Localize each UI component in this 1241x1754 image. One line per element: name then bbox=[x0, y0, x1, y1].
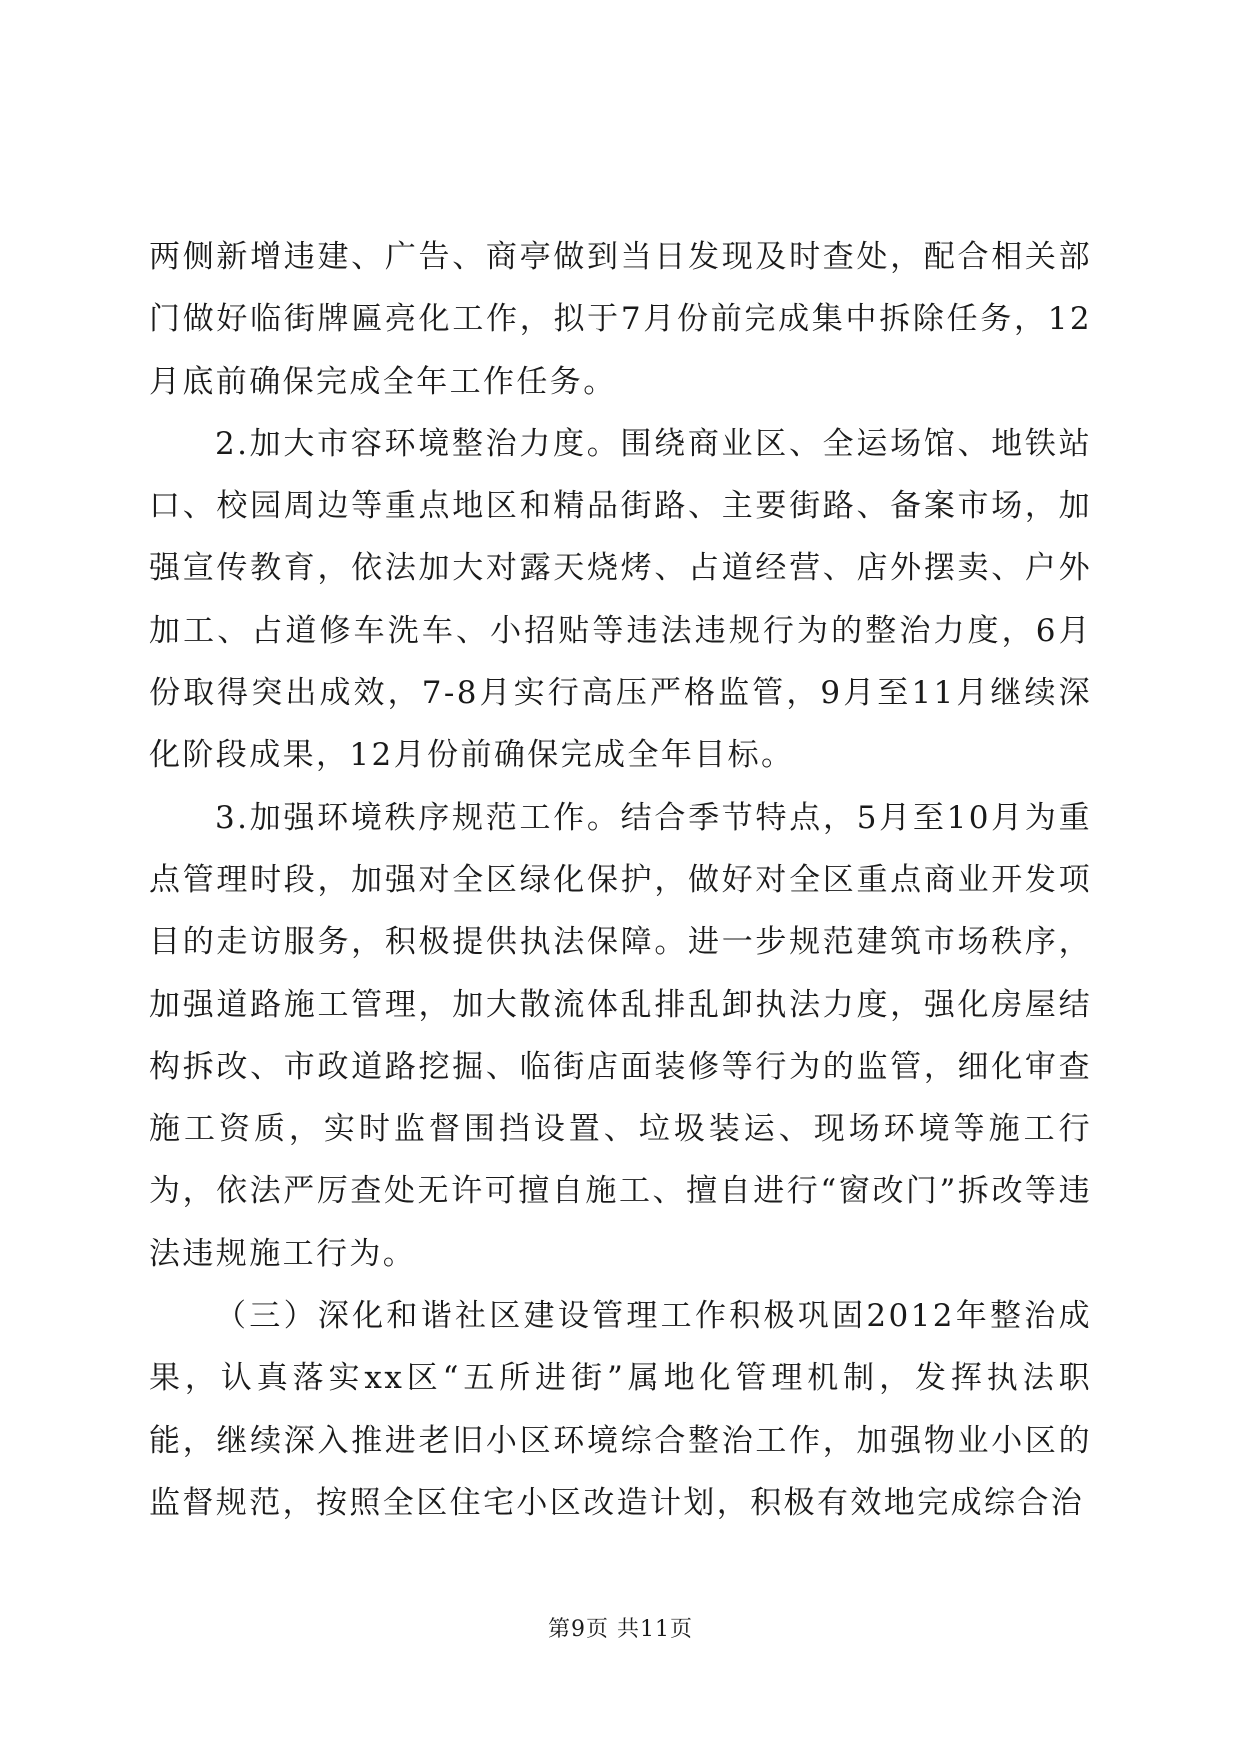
paragraph-continuation: 两侧新增违建、广告、商亭做到当日发现及时查处，配合相关部门做好临街牌匾亮化工作，拟于7月份前完成集中拆除任务，12月底前确保完成全年工作任务。 bbox=[149, 239, 1092, 400]
paragraph-item-3: 3.加强环境秩序规范工作。结合季节特点，5月至10月为重点管理时段，加强对全区绿化保护，做好对全区重点商业开发项目的走访服务，积极提供执法保障。进一步规范建筑市场秩序，加强道路施工管理，加大散流体乱排乱卸执法力度，强化房屋结构拆改、市政道路挖掘、临街店面装修等行为的监管，细化审查施工资质，实时监督围挡设置、垃圾装运、现场环境等施工行为，依法严厉查处无许可擅自施工、擅自进行“窗改门”拆改等违法违规施工行为。 bbox=[149, 799, 1092, 1272]
page-footer: 第9页 共11页 bbox=[548, 1617, 693, 1642]
paragraph-section-3: （三）深化和谐社区建设管理工作积极巩固2012年整治成果，认真落实xx区“五所进街”属地化管理机制，发挥执法职能，继续深入推进老旧小区环境综合整治工作，加强物业小区的监督规范，按照全区住宅小区改造计划，积极有效地完成综合治 bbox=[149, 1298, 1092, 1521]
paragraph-item-2: 2.加大市容环境整治力度。围绕商业区、全运场馆、地铁站口、校园周边等重点地区和精品街路、主要街路、备案市场，加强宣传教育，依法加大对露天烧烤、占道经营、店外摆卖、户外加工、占道修车洗车、小招贴等违法违规行为的整治力度，6月份取得突出成效，7-8月实行高压严格监管，9月至11月继续深化阶段成果，12月份前确保完成全年目标。 bbox=[149, 425, 1092, 774]
document-body bbox=[149, 226, 1092, 1534]
